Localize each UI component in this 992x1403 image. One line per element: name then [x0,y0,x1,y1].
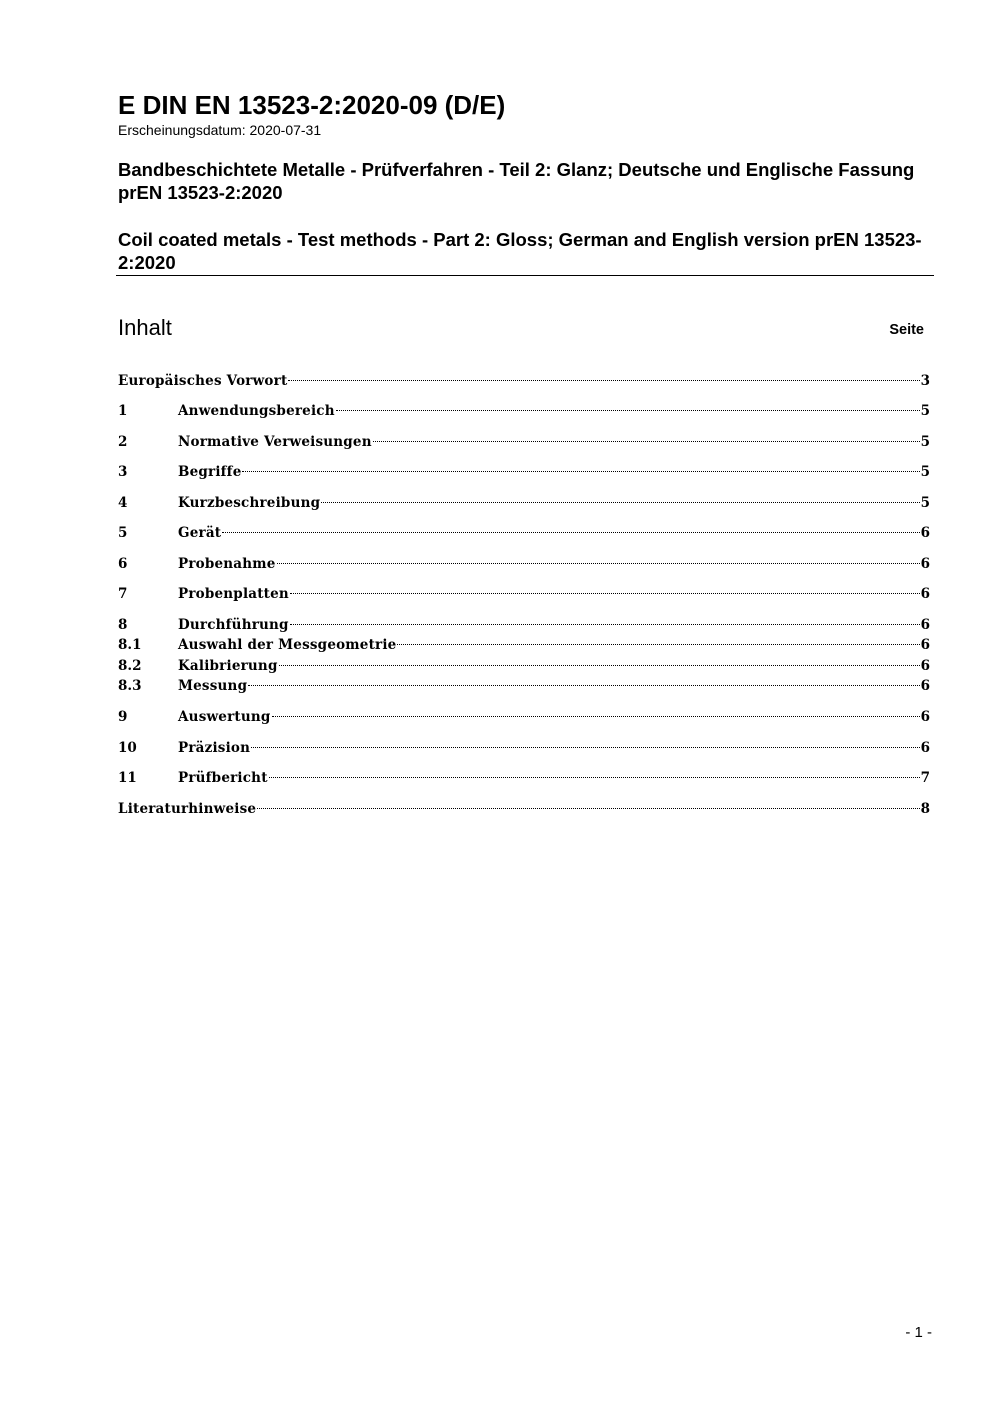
toc-entry-8-1[interactable] [118,635,930,655]
toc-entry-title: Messung [178,678,248,694]
title-german: Bandbeschichtete Metalle - Prüfverfahren - Teil 2: Glanz; Deutsche und Englische Fassung prEN 13523-2:2020 [118,159,915,203]
toc-entry-7[interactable] [118,584,930,604]
toc-entry-page: 6 [920,617,930,633]
toc-leader [251,747,919,748]
toc-entry-title: Probenplatten [178,586,289,602]
toc-entry-10[interactable] [118,738,930,758]
toc-leader [290,624,920,625]
toc-entry-11[interactable] [118,768,930,788]
toc-entry-3[interactable] [118,462,930,482]
toc-entry-1[interactable] [118,401,930,421]
toc-entry-number: 11 [118,770,137,786]
toc-entry-number: 10 [118,740,137,756]
toc-entry-number: 1 [118,403,128,419]
toc-entry-page: 5 [920,403,930,419]
toc-leader [288,380,919,381]
toc-entry-9[interactable] [118,707,930,727]
toc-leader [222,532,919,533]
toc-entry-page: 6 [920,556,930,572]
toc-entry-number: 8.3 [118,678,142,694]
toc-entry-number: 6 [118,556,128,572]
toc-entry-title: Kurzbeschreibung [178,495,321,511]
toc-entry-title: Kalibrierung [178,658,278,674]
toc-entry-8[interactable] [118,615,930,635]
toc-entry-title: Begriffe [178,464,242,480]
toc-leader [336,410,920,411]
toc-entry-page: 5 [920,495,930,511]
toc-entry-number: 8 [118,617,128,633]
toc-entry-title: Normative Verweisungen [178,434,372,450]
toc-entry-page: 6 [920,637,930,653]
toc-entry-title: Durchführung [178,617,289,633]
toc-entry-page: 8 [920,801,930,817]
toc-entry-title: Auswertung [178,709,271,725]
toc-entry-number: 3 [118,464,128,480]
toc-leader [277,563,920,564]
title-english: Coil coated metals - Test methods - Part 2: Gloss; German and English version prEN 13523-2:2020 [118,229,922,273]
toc-entry-title: Literaturhinweise [118,801,257,817]
document-id: E DIN EN 13523-2:2020-09 (D/E) [118,90,506,120]
page-number: - 1 - [905,1324,932,1341]
toc-entry-5[interactable] [118,523,930,543]
toc-entry-2[interactable] [118,432,930,452]
toc-page-label: Seite [889,322,924,338]
toc-entry-number: 5 [118,525,128,541]
toc-entry-title: Europäisches Vorwort [118,373,288,389]
toc-entry-page: 6 [920,658,930,674]
toc-entry-number: 8.1 [118,637,142,653]
toc-entry-8-2[interactable] [118,656,930,676]
toc-entry-title: Auswahl der Messgeometrie [178,637,397,653]
toc-entry-number: 7 [118,586,128,602]
toc-entry-foreword[interactable] [118,371,930,391]
toc-entry-page: 6 [920,740,930,756]
toc-entry-page: 6 [920,709,930,725]
toc-entry-title: Probenahme [178,556,276,572]
toc-entry-title: Präzision [178,740,251,756]
toc-leader [373,441,920,442]
toc-leader [290,593,920,594]
toc-entry-page: 6 [920,525,930,541]
toc-entry-bibliography[interactable] [118,799,930,819]
toc-entry-title: Gerät [178,525,222,541]
publication-date: Erscheinungsdatum: 2020-07-31 [118,122,322,138]
toc-leader [257,808,919,809]
header-divider [116,275,934,276]
toc-entry-4[interactable] [118,493,930,513]
toc-entry-page: 7 [920,770,930,786]
toc-entry-title: Anwendungsbereich [178,403,335,419]
toc-leader [272,716,920,717]
toc-entry-page: 6 [920,586,930,602]
toc-entry-number: 4 [118,495,128,511]
toc-leader [321,502,919,503]
toc-heading: Inhalt [118,315,172,340]
toc-entry-page: 6 [920,678,930,694]
toc-entry-page: 5 [920,434,930,450]
toc-entry-page: 5 [920,464,930,480]
toc-entry-6[interactable] [118,554,930,574]
toc-leader [269,777,920,778]
toc-entry-number: 9 [118,709,128,725]
toc-entry-title: Prüfbericht [178,770,268,786]
toc-entry-page: 3 [920,373,930,389]
toc-leader [242,471,919,472]
toc-entry-number: 8.2 [118,658,142,674]
toc-leader [248,685,919,686]
toc-entry-8-3[interactable] [118,676,930,696]
toc-leader [279,665,920,666]
toc-leader [397,644,919,645]
toc-entry-number: 2 [118,434,128,450]
